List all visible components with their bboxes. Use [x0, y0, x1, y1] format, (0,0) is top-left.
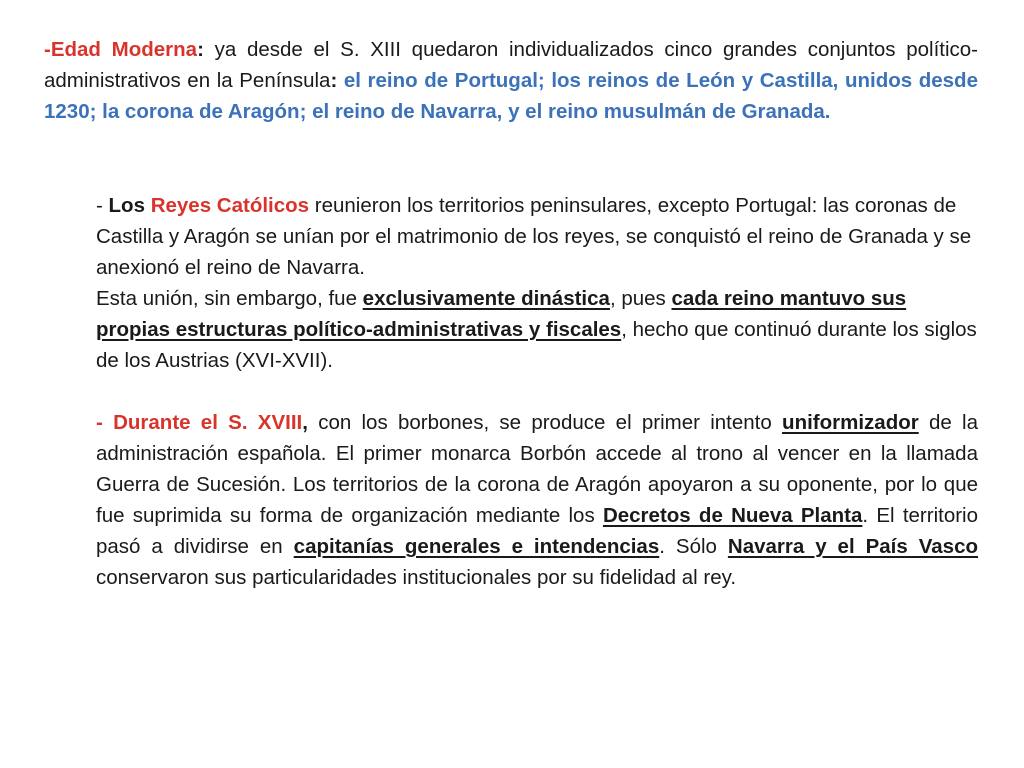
navarra-pais-vasco: Navarra y el País Vasco	[727, 535, 979, 558]
paragraph-union-dinastica	[96, 283, 978, 376]
paragraph-siglo-xviii	[96, 407, 978, 593]
text: conservaron sus particularidades institucionales por su fidelidad al rey.	[96, 566, 737, 589]
text: ya desde el S. XIII quedaron individualizados cinco grandes conjuntos político-administrativos en la Península	[44, 38, 978, 92]
text: de la administración española. El primer monarca Borbón accede al trono al vencer en la llamada Guerra de Sucesión. Los territorios de la corona de Aragón apoyaron a su oponente, por lo que fue suprimida su forma de organización mediante los	[96, 411, 978, 527]
paragraph-reyes-catolicos	[96, 190, 978, 283]
comma: ,	[302, 411, 308, 434]
reyes-catolicos: Reyes Católicos	[150, 194, 310, 217]
dash: -	[96, 411, 114, 434]
text: . Sólo	[659, 535, 728, 558]
durante-s-xviii: Durante el S. XVIII	[113, 411, 303, 434]
decretos-nueva-planta: Decretos de Nueva Planta	[602, 504, 863, 527]
los: Los	[108, 194, 151, 217]
dash: -	[96, 194, 109, 217]
heading-edad-moderna: Edad Moderna	[50, 38, 198, 61]
colon: :	[197, 38, 204, 61]
cada-reino-mantuvo: cada reino mantuvo sus propias estructuras político-administrativas y fiscales	[96, 287, 907, 341]
dash: -	[44, 38, 51, 61]
space	[337, 69, 344, 92]
text: con los borbones, se produce el primer intento	[307, 411, 783, 434]
text: . El territorio pasó a dividirse en	[96, 504, 979, 558]
uniformizador: uniformizador	[782, 411, 919, 434]
text: , pues	[609, 287, 672, 310]
capitanias-generales: capitanías generales e intendencias	[293, 535, 660, 558]
text: Esta unión, sin embargo, fue	[96, 287, 363, 310]
text: , hecho que continuó durante los siglos de los Austrias (XVI-XVII).	[96, 318, 977, 372]
paragraph-edad-moderna	[44, 34, 978, 127]
exclusivamente-dinastica: exclusivamente dinástica	[362, 287, 610, 310]
colon: :	[330, 69, 338, 92]
kingdoms-list: el reino de Portugal; los reinos de León y Castilla, unidos desde 1230; la corona de Aragón; el reino de Navarra, y el reino musulmán de Granada.	[44, 69, 978, 123]
text: reunieron los territorios peninsulares, excepto Portugal: las coronas de Castilla y Aragón se unían por el matrimonio de los reyes, se conquistó el reino de Granada y se anexionó el reino de Navarra.	[96, 194, 972, 279]
